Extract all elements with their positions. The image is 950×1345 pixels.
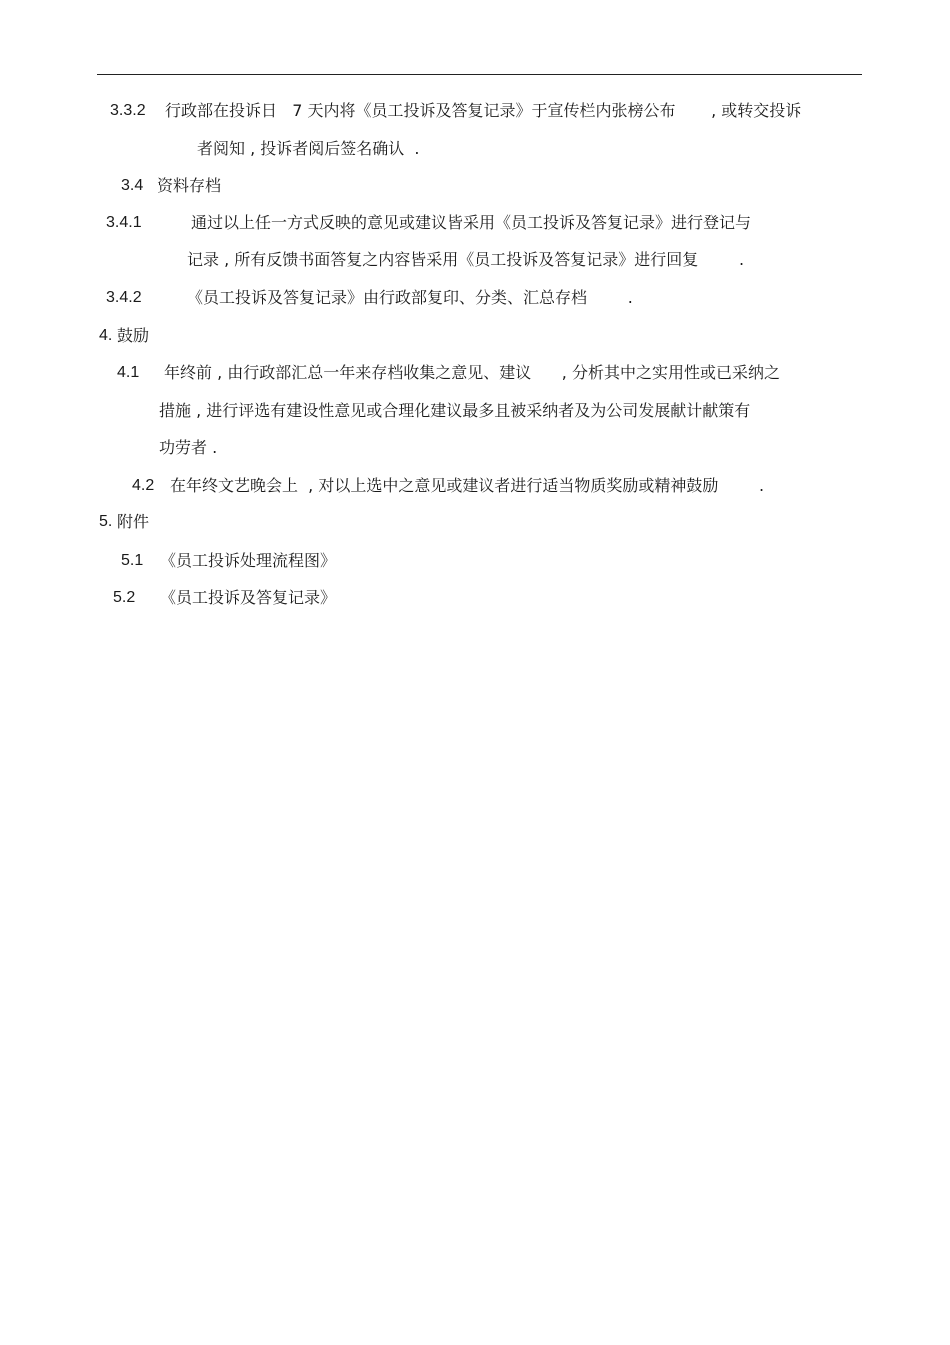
section-3-3-2-number: 3.3.2 xyxy=(110,102,146,119)
section-4-title: 鼓励 xyxy=(117,326,150,345)
section-3-4-number: 3.4 xyxy=(121,177,144,194)
section-5-title: 附件 xyxy=(117,512,150,531)
section-3-3-2-line-2: 者阅知 , 投诉者阅后签名确认 . xyxy=(197,139,420,158)
section-3-4-1-number: 3.4.1 xyxy=(106,214,142,231)
section-4-1-line-1: 年终前 , 由行政部汇总一年来存档收集之意见、建议 , 分析其中之实用性或已采纳之 xyxy=(164,363,780,382)
section-5-1-text: 《员工投诉处理流程图》 xyxy=(160,551,337,570)
section-4-2-number: 4.2 xyxy=(132,477,155,494)
section-5-1-number: 5.1 xyxy=(121,552,144,569)
section-3-4-1-line-1: 通过以上任一方式反映的意见或建议皆采用《员工投诉及答复记录》进行登记与 xyxy=(191,213,752,232)
section-3-3-2-line-1: 行政部在投诉日 7 天内将《员工投诉及答复记录》于宣传栏内张榜公布 , 或转交投诉 xyxy=(165,101,802,120)
section-4-number: 4. xyxy=(99,327,113,344)
section-4-1-line-2: 措施 , 进行评选有建设性意见或合理化建议最多且被采纳者及为公司发展献计献策有 xyxy=(159,401,751,420)
section-3-4-title: 资料存档 xyxy=(157,176,222,195)
section-4-1-number: 4.1 xyxy=(117,364,140,381)
section-3-4-1-line-2: 记录 , 所有反馈书面答复之内容皆采用《员工投诉及答复记录》进行回复 . xyxy=(187,250,745,269)
section-5-2-number: 5.2 xyxy=(113,589,136,606)
section-3-4-2-number: 3.4.2 xyxy=(106,289,142,306)
header-rule xyxy=(97,74,862,75)
section-3-4-2-text: 《员工投诉及答复记录》由行政部复印、分类、汇总存档 . xyxy=(187,288,633,307)
section-5-2-text: 《员工投诉及答复记录》 xyxy=(160,588,337,607)
section-4-1-line-3: 功劳者 . xyxy=(159,438,218,457)
section-4-2-text: 在年终文艺晚会上 , 对以上选中之意见或建议者进行适当物质奖励或精神鼓励 . xyxy=(170,476,765,495)
section-5-number: 5. xyxy=(99,513,113,530)
